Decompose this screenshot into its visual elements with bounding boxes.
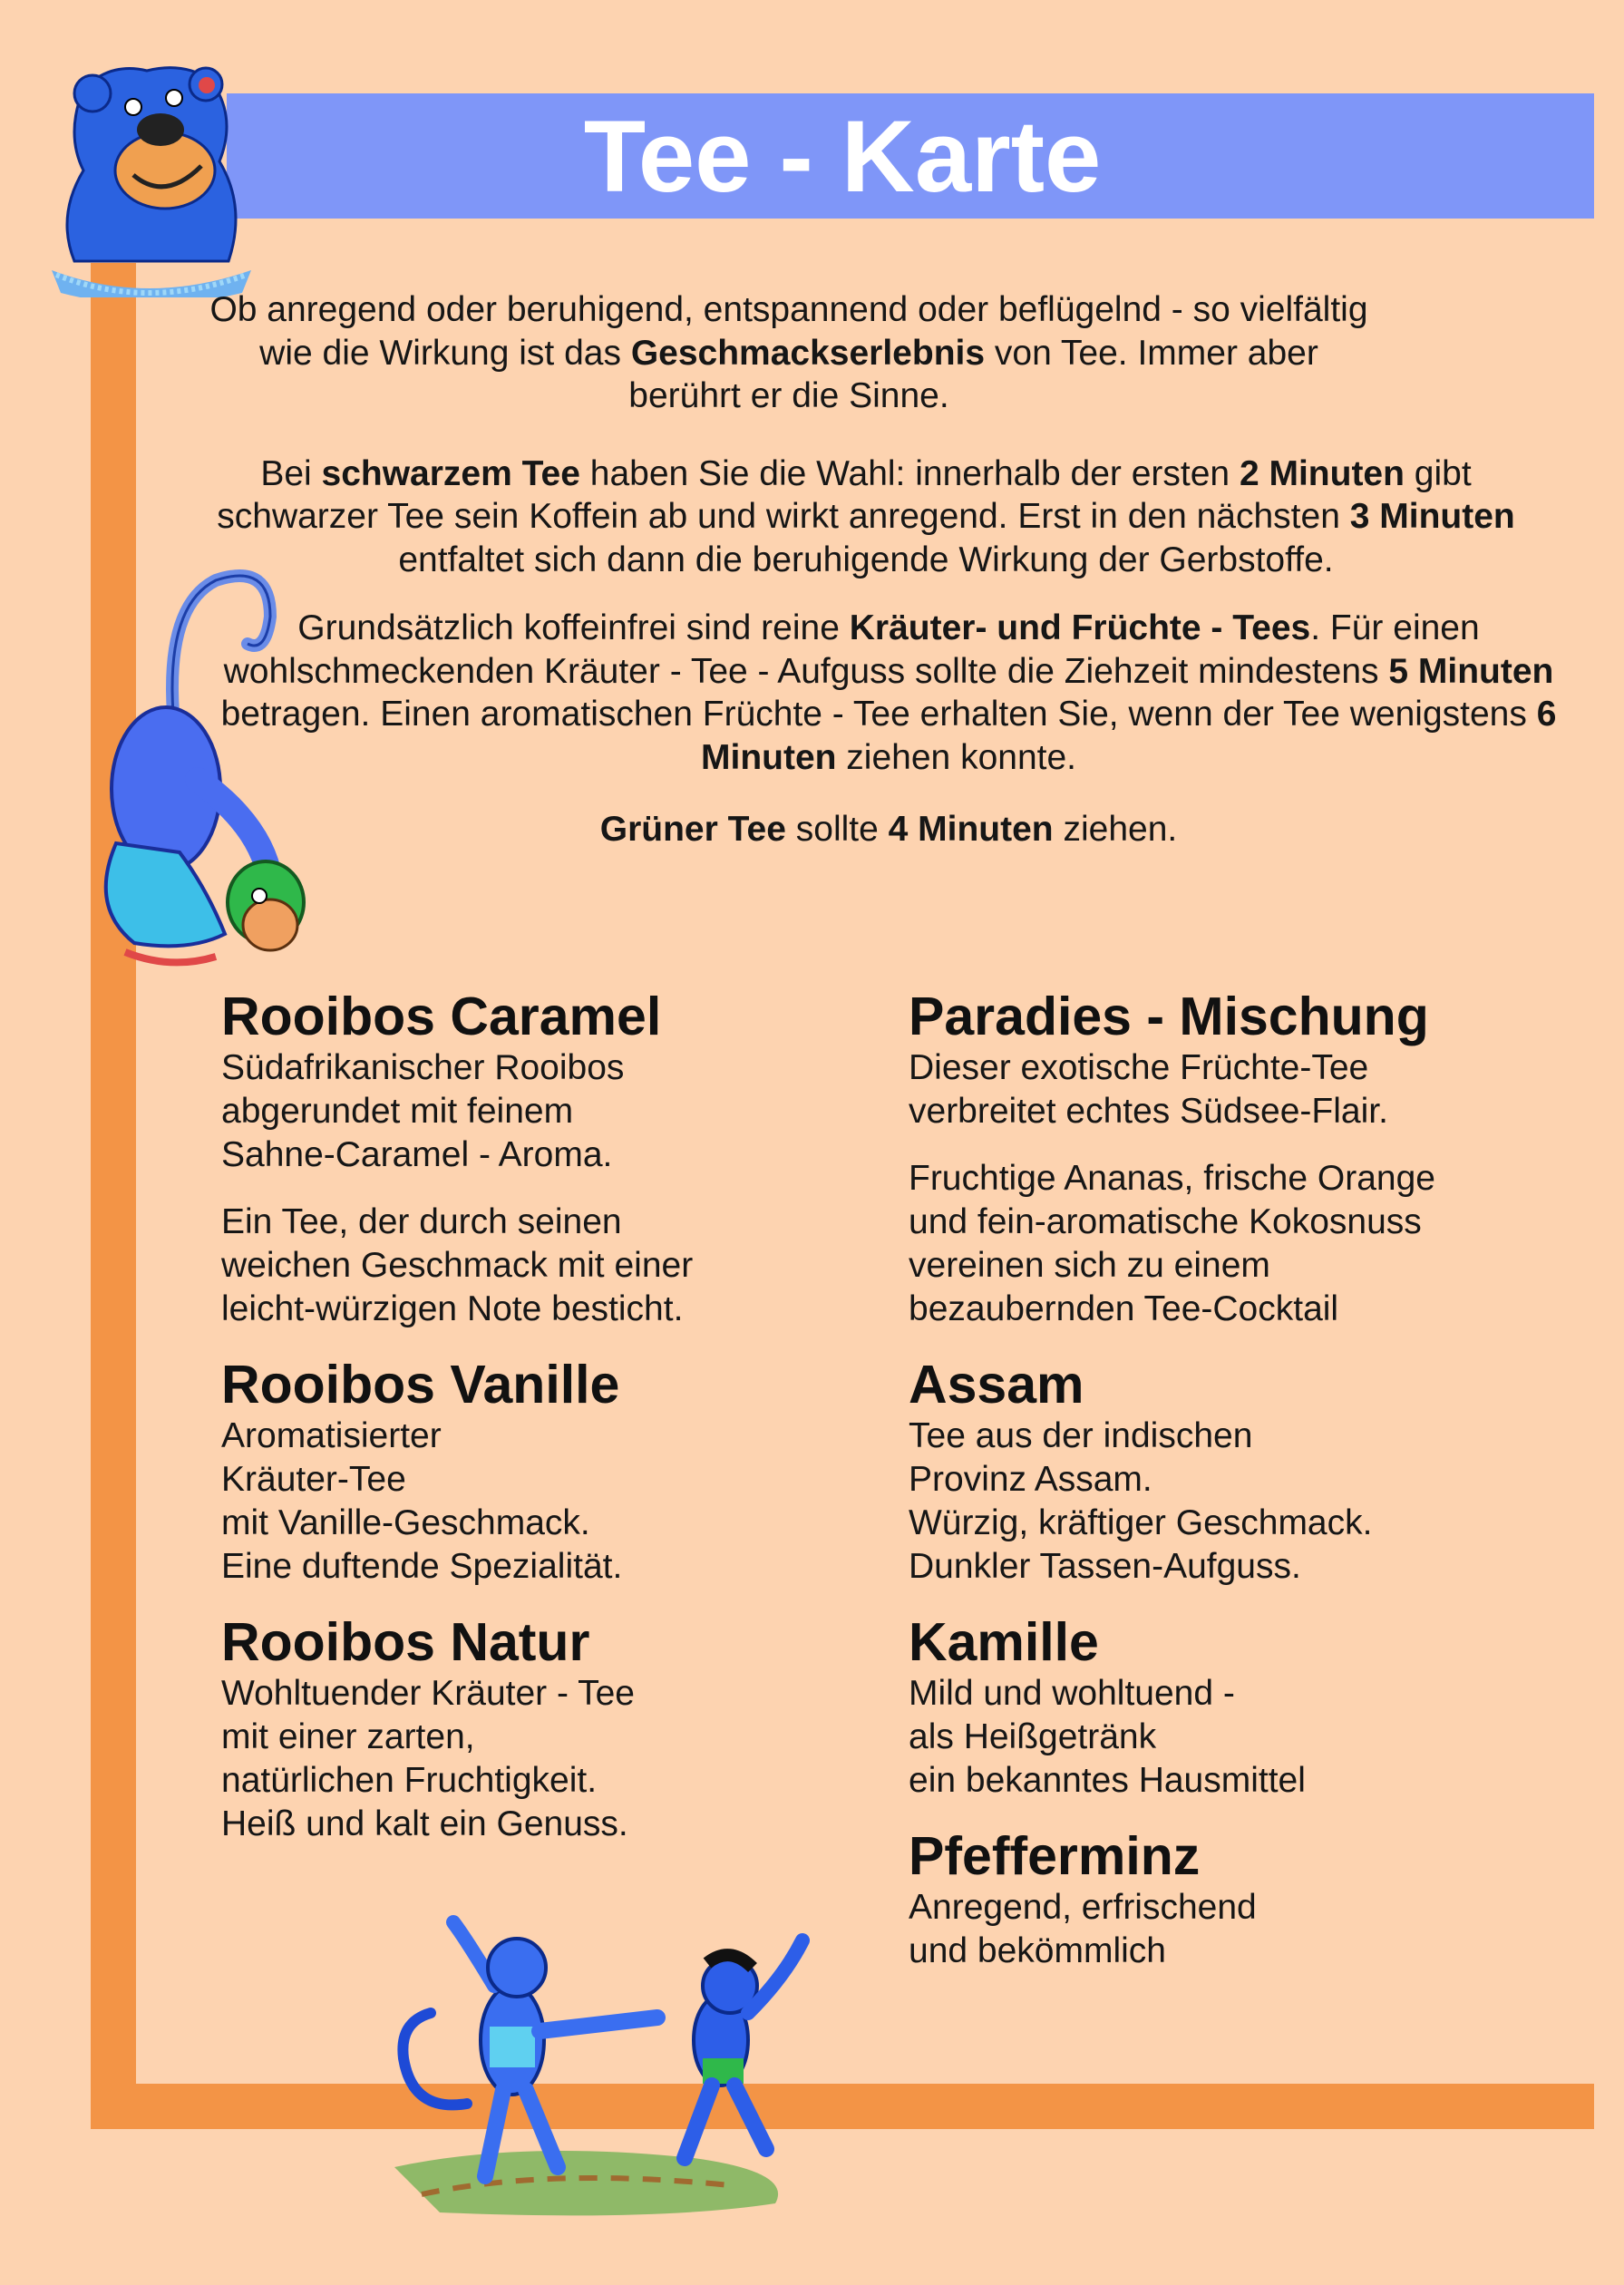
frame-left-border: [91, 263, 136, 2129]
tea-item: [221, 1355, 874, 1589]
tea-name: Rooibos Natur: [221, 1612, 590, 1672]
text-span: Grundsätzlich koffeinfrei sind reine: [297, 608, 850, 647]
tea-item: [909, 1826, 1598, 1973]
green-tea-paragraph: [199, 808, 1578, 851]
text-span: Bei: [260, 453, 322, 493]
tea-list-right: [909, 987, 1598, 1997]
tea-description: Aromatisierter Kräuter-Tee mit Vanille-Geschmack. Eine duftende Spezialität.: [221, 1416, 623, 1586]
bold-text: 2 Minuten: [1239, 453, 1405, 493]
tea-list-left: [221, 987, 874, 1870]
dancing-characters-illustration: [385, 1904, 866, 2222]
bold-text: Kräuter- und Früchte - Tees: [849, 608, 1311, 647]
bold-text: 5 Minuten: [1388, 651, 1554, 691]
black-tea-paragraph: [199, 452, 1578, 582]
bold-text: Grüner Tee: [599, 810, 786, 849]
intro-text: [199, 288, 1578, 886]
bold-text: 6 Minuten: [701, 695, 1557, 777]
bold-text: 4 Minuten: [888, 810, 1054, 849]
tea-item: [909, 1612, 1598, 1803]
text-span: betragen. Einen aromatischen Früchte - Tee erhalten Sie, wenn der Tee wenigstens: [220, 695, 1537, 734]
tea-description: Ein Tee, der durch seinen weichen Geschmack mit einer leicht-würzigen Note besticht.: [221, 1202, 694, 1328]
tea-description: Anregend, erfrischend und bekömmlich: [909, 1888, 1257, 1970]
tea-item: [221, 987, 874, 1331]
intro-paragraph: [199, 288, 1578, 418]
text-span: Ob anregend oder beruhigend, entspannend oder beflügelnd - so vielfältig wie die Wirkung ist das: [209, 290, 1368, 373]
tea-description: Tee aus der indischen Provinz Assam. Würzig, kräftiger Geschmack. Dunkler Tassen-Aufguss.: [909, 1416, 1373, 1586]
tea-name: Rooibos Caramel: [221, 987, 662, 1046]
bold-text: schwarzem Tee: [321, 453, 580, 493]
text-span: sollte: [785, 810, 889, 849]
tea-item: [909, 1355, 1598, 1589]
bold-text: 3 Minuten: [1349, 497, 1515, 536]
page-title: Tee - Karte: [583, 99, 1102, 213]
text-span: von Tee. Immer aber berührt er die Sinne.: [628, 333, 1318, 415]
text-span: haben Sie die Wahl: innerhalb der ersten: [579, 453, 1240, 493]
tea-item: [909, 987, 1598, 1331]
tea-item: [221, 1612, 874, 1846]
text-span: ziehen.: [1053, 810, 1178, 849]
tea-name: Kamille: [909, 1612, 1099, 1672]
bear-illustration: [47, 53, 256, 297]
tea-description: Fruchtige Ananas, frische Orange und fein-aromatische Kokosnuss vereinen sich zu einem bezaubernden Tee-Cocktail: [909, 1159, 1435, 1328]
tea-name: Rooibos Vanille: [221, 1355, 620, 1415]
text-span: gibt schwarzer Tee sein Koffein ab und wirkt anregend. Erst in den nächsten: [217, 453, 1472, 536]
tea-description: Wohltuender Kräuter - Tee mit einer zarten, natürlichen Fruchtigkeit. Heiß und kalt ein Genuss.: [221, 1674, 635, 1843]
herbal-tea-paragraph: [199, 607, 1578, 779]
tea-description: Mild und wohltuend - als Heißgetränk ein bekanntes Hausmittel: [909, 1674, 1306, 1800]
text-span: ziehen konnte.: [836, 737, 1076, 777]
text-span: entfaltet sich dann die beruhigende Wirkung der Gerbstoffe.: [398, 540, 1334, 579]
title-bar: [227, 93, 1594, 219]
tea-description: Dieser exotische Früchte-Tee verbreitet echtes Südsee-Flair.: [909, 1048, 1388, 1131]
tea-name: Paradies - Mischung: [909, 987, 1429, 1046]
tea-name: Assam: [909, 1355, 1084, 1415]
tea-description: Südafrikanischer Rooibos abgerundet mit feinem Sahne-Caramel - Aroma.: [221, 1048, 625, 1174]
tea-name: Pfefferminz: [909, 1826, 1201, 1886]
text-span: . Für einen wohlschmeckenden Kräuter - Tee - Aufguss sollte die Ziehzeit mindestens: [223, 608, 1480, 691]
bold-text: Geschmackserlebnis: [630, 333, 986, 373]
